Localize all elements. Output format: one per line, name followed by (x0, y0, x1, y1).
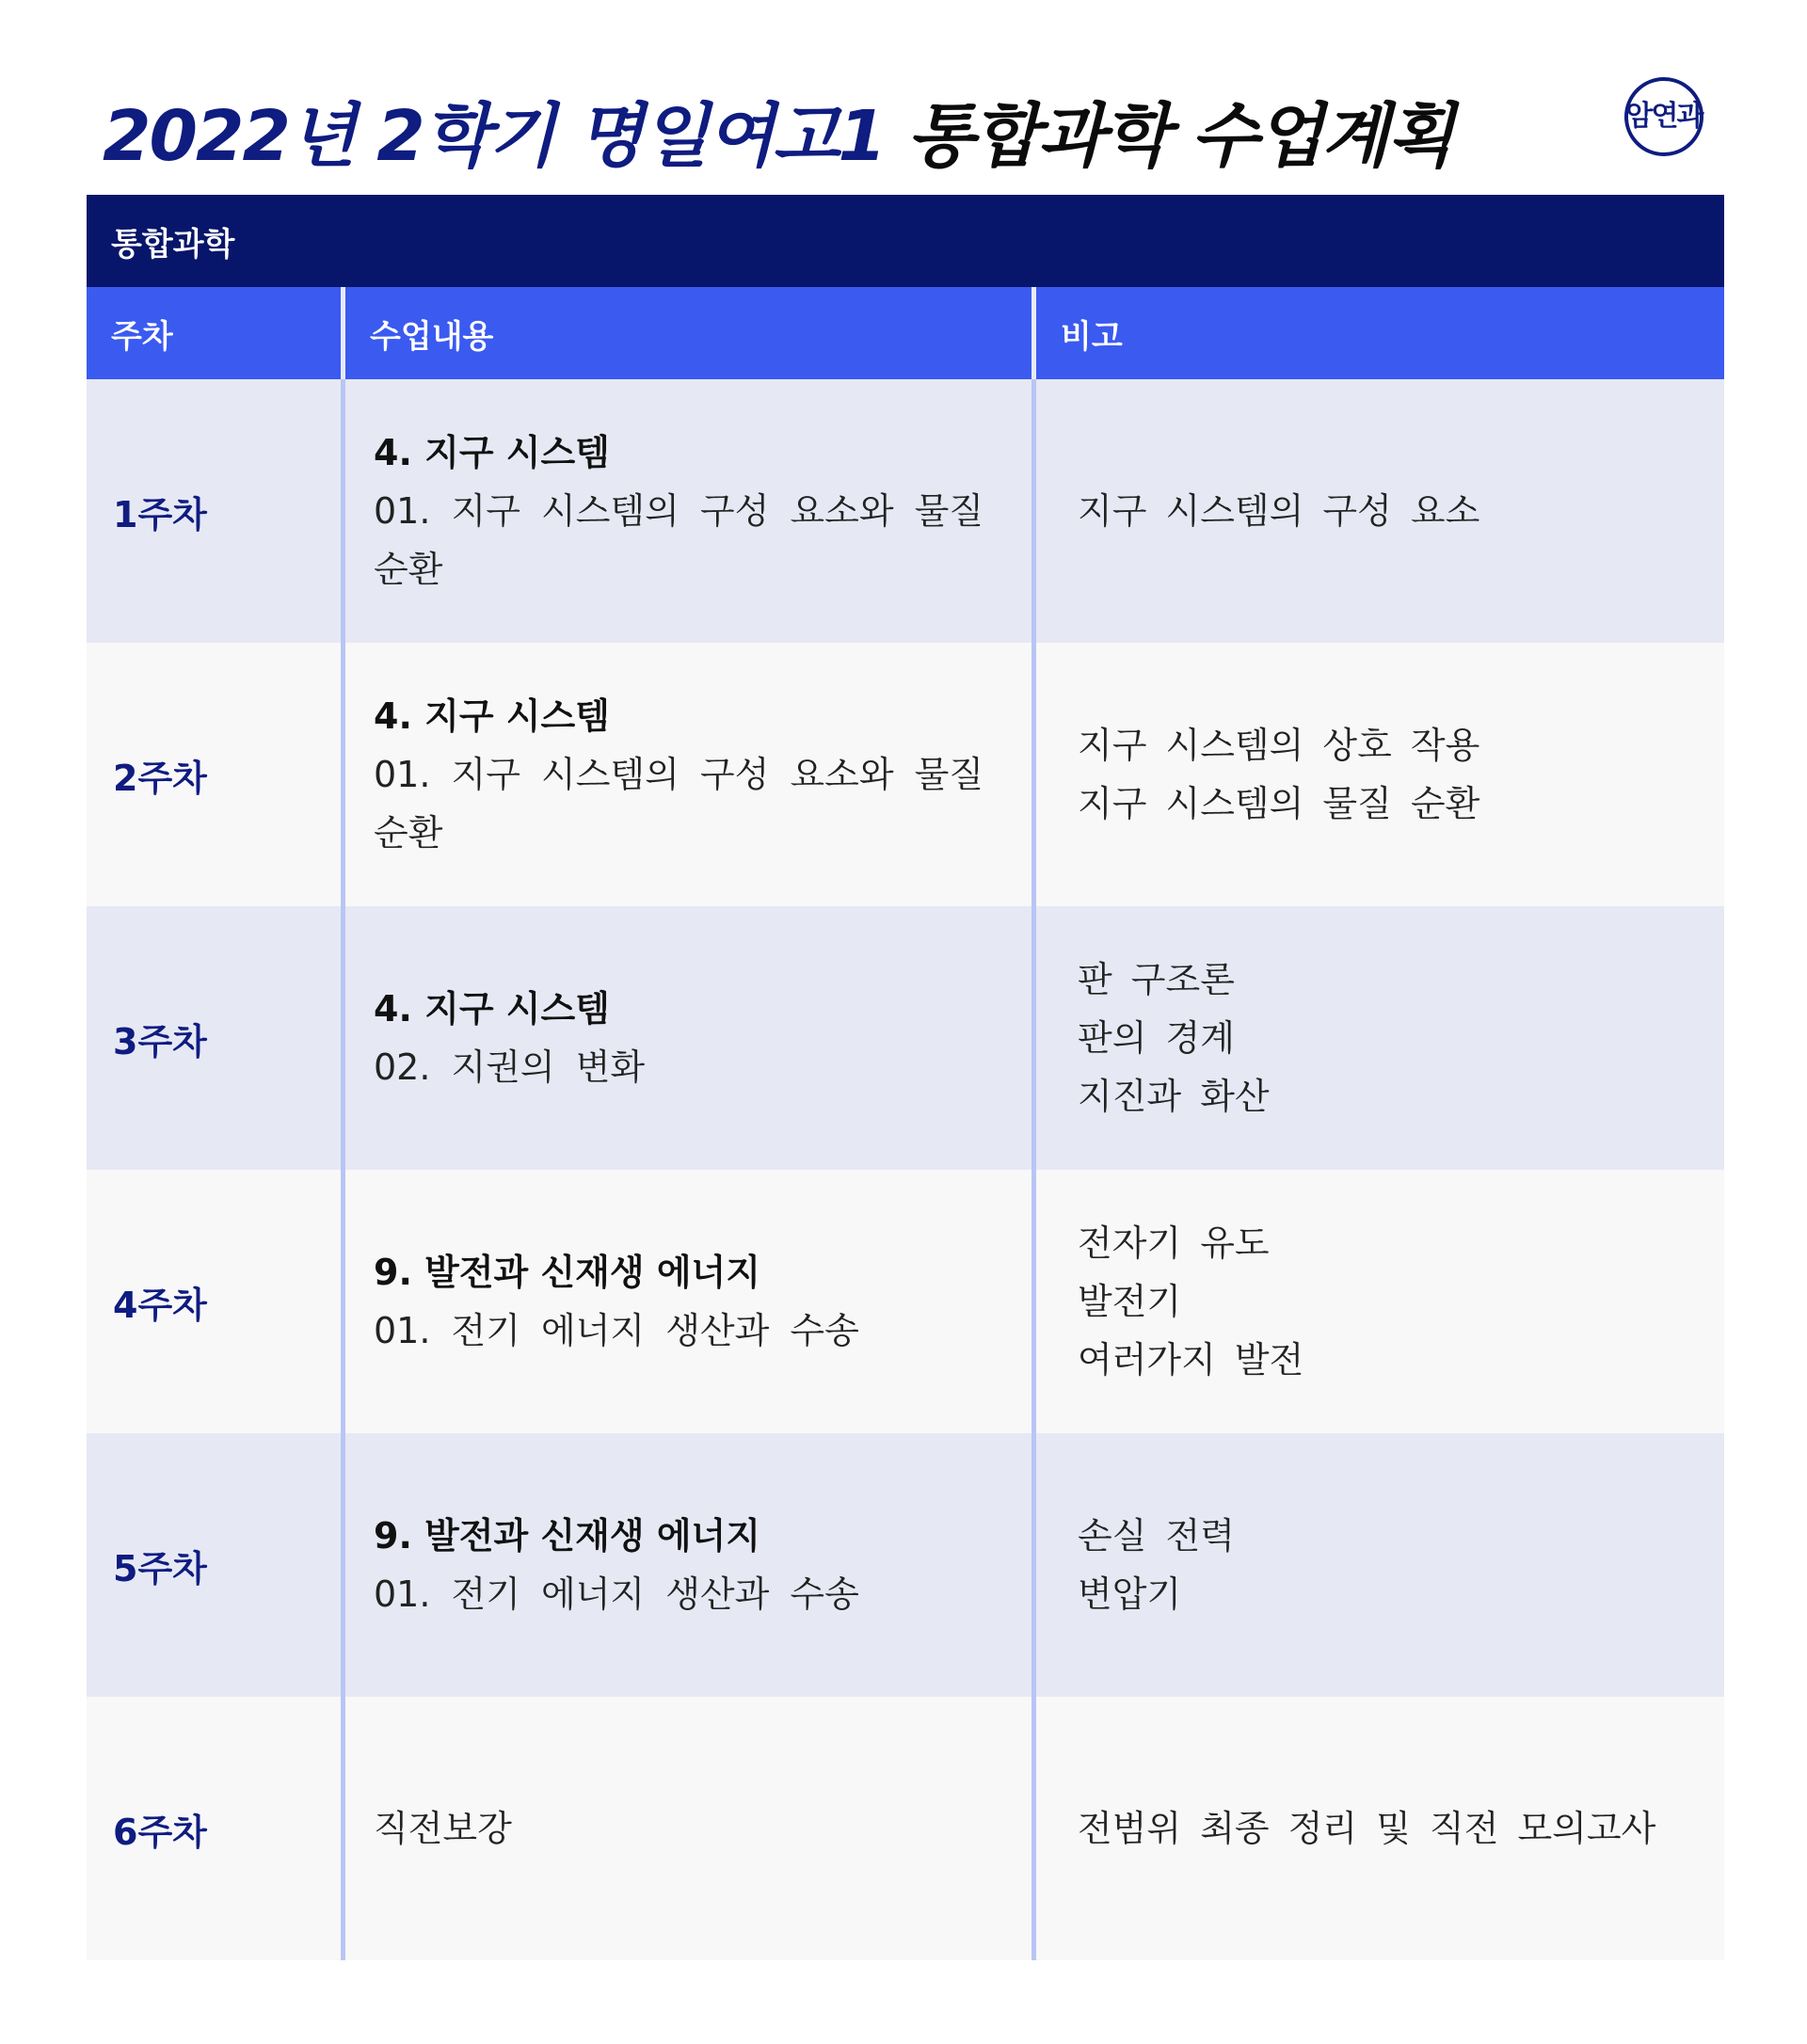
note-line: 지구 시스템의 물질 순환 (1078, 783, 1480, 824)
note-cell (1031, 643, 1724, 906)
chapter-title: 9. 발전과 신재생 에너지 (374, 1252, 760, 1293)
week-cell (87, 379, 341, 643)
header-note: 비고 (1031, 287, 1724, 379)
table-row (87, 906, 1724, 1170)
subject-bar: 통합과학 (87, 195, 1724, 287)
note-cell (1031, 1170, 1724, 1433)
note-line: 지진과 화산 (1078, 1076, 1270, 1117)
title-school-term: 2022년 2학기 명일여고1 (103, 96, 885, 177)
content-cell (341, 1170, 1031, 1433)
note-cell (1031, 1697, 1724, 1960)
header-week: 주차 (111, 317, 173, 356)
week-cell (87, 1697, 341, 1960)
note-line: 전범위 최종 정리 및 직전 모의고사 (1078, 1808, 1656, 1849)
week-label: 3주차 (113, 1020, 207, 1062)
chapter-title: 9. 발전과 신재생 에너지 (374, 1515, 760, 1557)
note-line: 판의 경계 (1078, 1017, 1235, 1059)
table-row (87, 1697, 1724, 1960)
note-line: 판 구조론 (1078, 959, 1235, 1000)
note-cell (1031, 379, 1724, 643)
week-label: 2주차 (113, 757, 207, 799)
table-row (87, 1170, 1724, 1433)
note-line: 전자기 유도 (1078, 1222, 1270, 1264)
table-header (87, 287, 1724, 379)
table-row (87, 1433, 1724, 1697)
lesson-title: 01. 전기 에너지 생산과 수송 (374, 1310, 859, 1351)
chapter-title: 4. 지구 시스템 (374, 695, 610, 737)
chapter-title: 4. 지구 시스템 (374, 432, 610, 473)
note-cell (1031, 906, 1724, 1170)
note-line: 발전기 (1078, 1281, 1182, 1322)
content-cell (341, 643, 1031, 906)
logo-text: 암연과 (1625, 100, 1703, 133)
title-subject-plan: 통합과학 수업계획 (906, 96, 1453, 177)
header-content: 수업내용 (341, 287, 1031, 379)
content-cell (341, 1697, 1031, 1960)
week-cell (87, 1433, 341, 1697)
page-title (103, 85, 1452, 188)
lesson-title: 02. 지권의 변화 (374, 1046, 646, 1088)
content-cell (341, 1433, 1031, 1697)
lesson-title: 01. 지구 시스템의 구성 요소와 물질 순환 (374, 754, 984, 854)
brand-logo (1624, 77, 1703, 156)
lesson-plan-table (87, 195, 1724, 1960)
table-body (87, 379, 1724, 1960)
note-line: 여러가지 발전 (1078, 1339, 1304, 1381)
content-cell (341, 906, 1031, 1170)
lesson-title: 직전보강 (374, 1808, 512, 1849)
week-label: 5주차 (113, 1547, 207, 1589)
title-heading (103, 85, 1452, 188)
content-cell (341, 379, 1031, 643)
table-row (87, 643, 1724, 906)
week-cell (87, 1170, 341, 1433)
note-line: 변압기 (1078, 1573, 1182, 1615)
week-label: 4주차 (113, 1284, 207, 1326)
note-line: 지구 시스템의 상호 작용 (1078, 725, 1480, 766)
note-line: 지구 시스템의 구성 요소 (1078, 490, 1480, 532)
chapter-title: 4. 지구 시스템 (374, 988, 610, 1030)
week-label: 1주차 (113, 493, 207, 535)
note-line: 손실 전력 (1078, 1515, 1235, 1557)
table-row (87, 379, 1724, 643)
week-cell (87, 643, 341, 906)
lesson-title: 01. 전기 에너지 생산과 수송 (374, 1573, 859, 1615)
week-cell (87, 906, 341, 1170)
week-label: 6주차 (113, 1811, 207, 1853)
lesson-title: 01. 지구 시스템의 구성 요소와 물질 순환 (374, 490, 984, 590)
note-cell (1031, 1433, 1724, 1697)
